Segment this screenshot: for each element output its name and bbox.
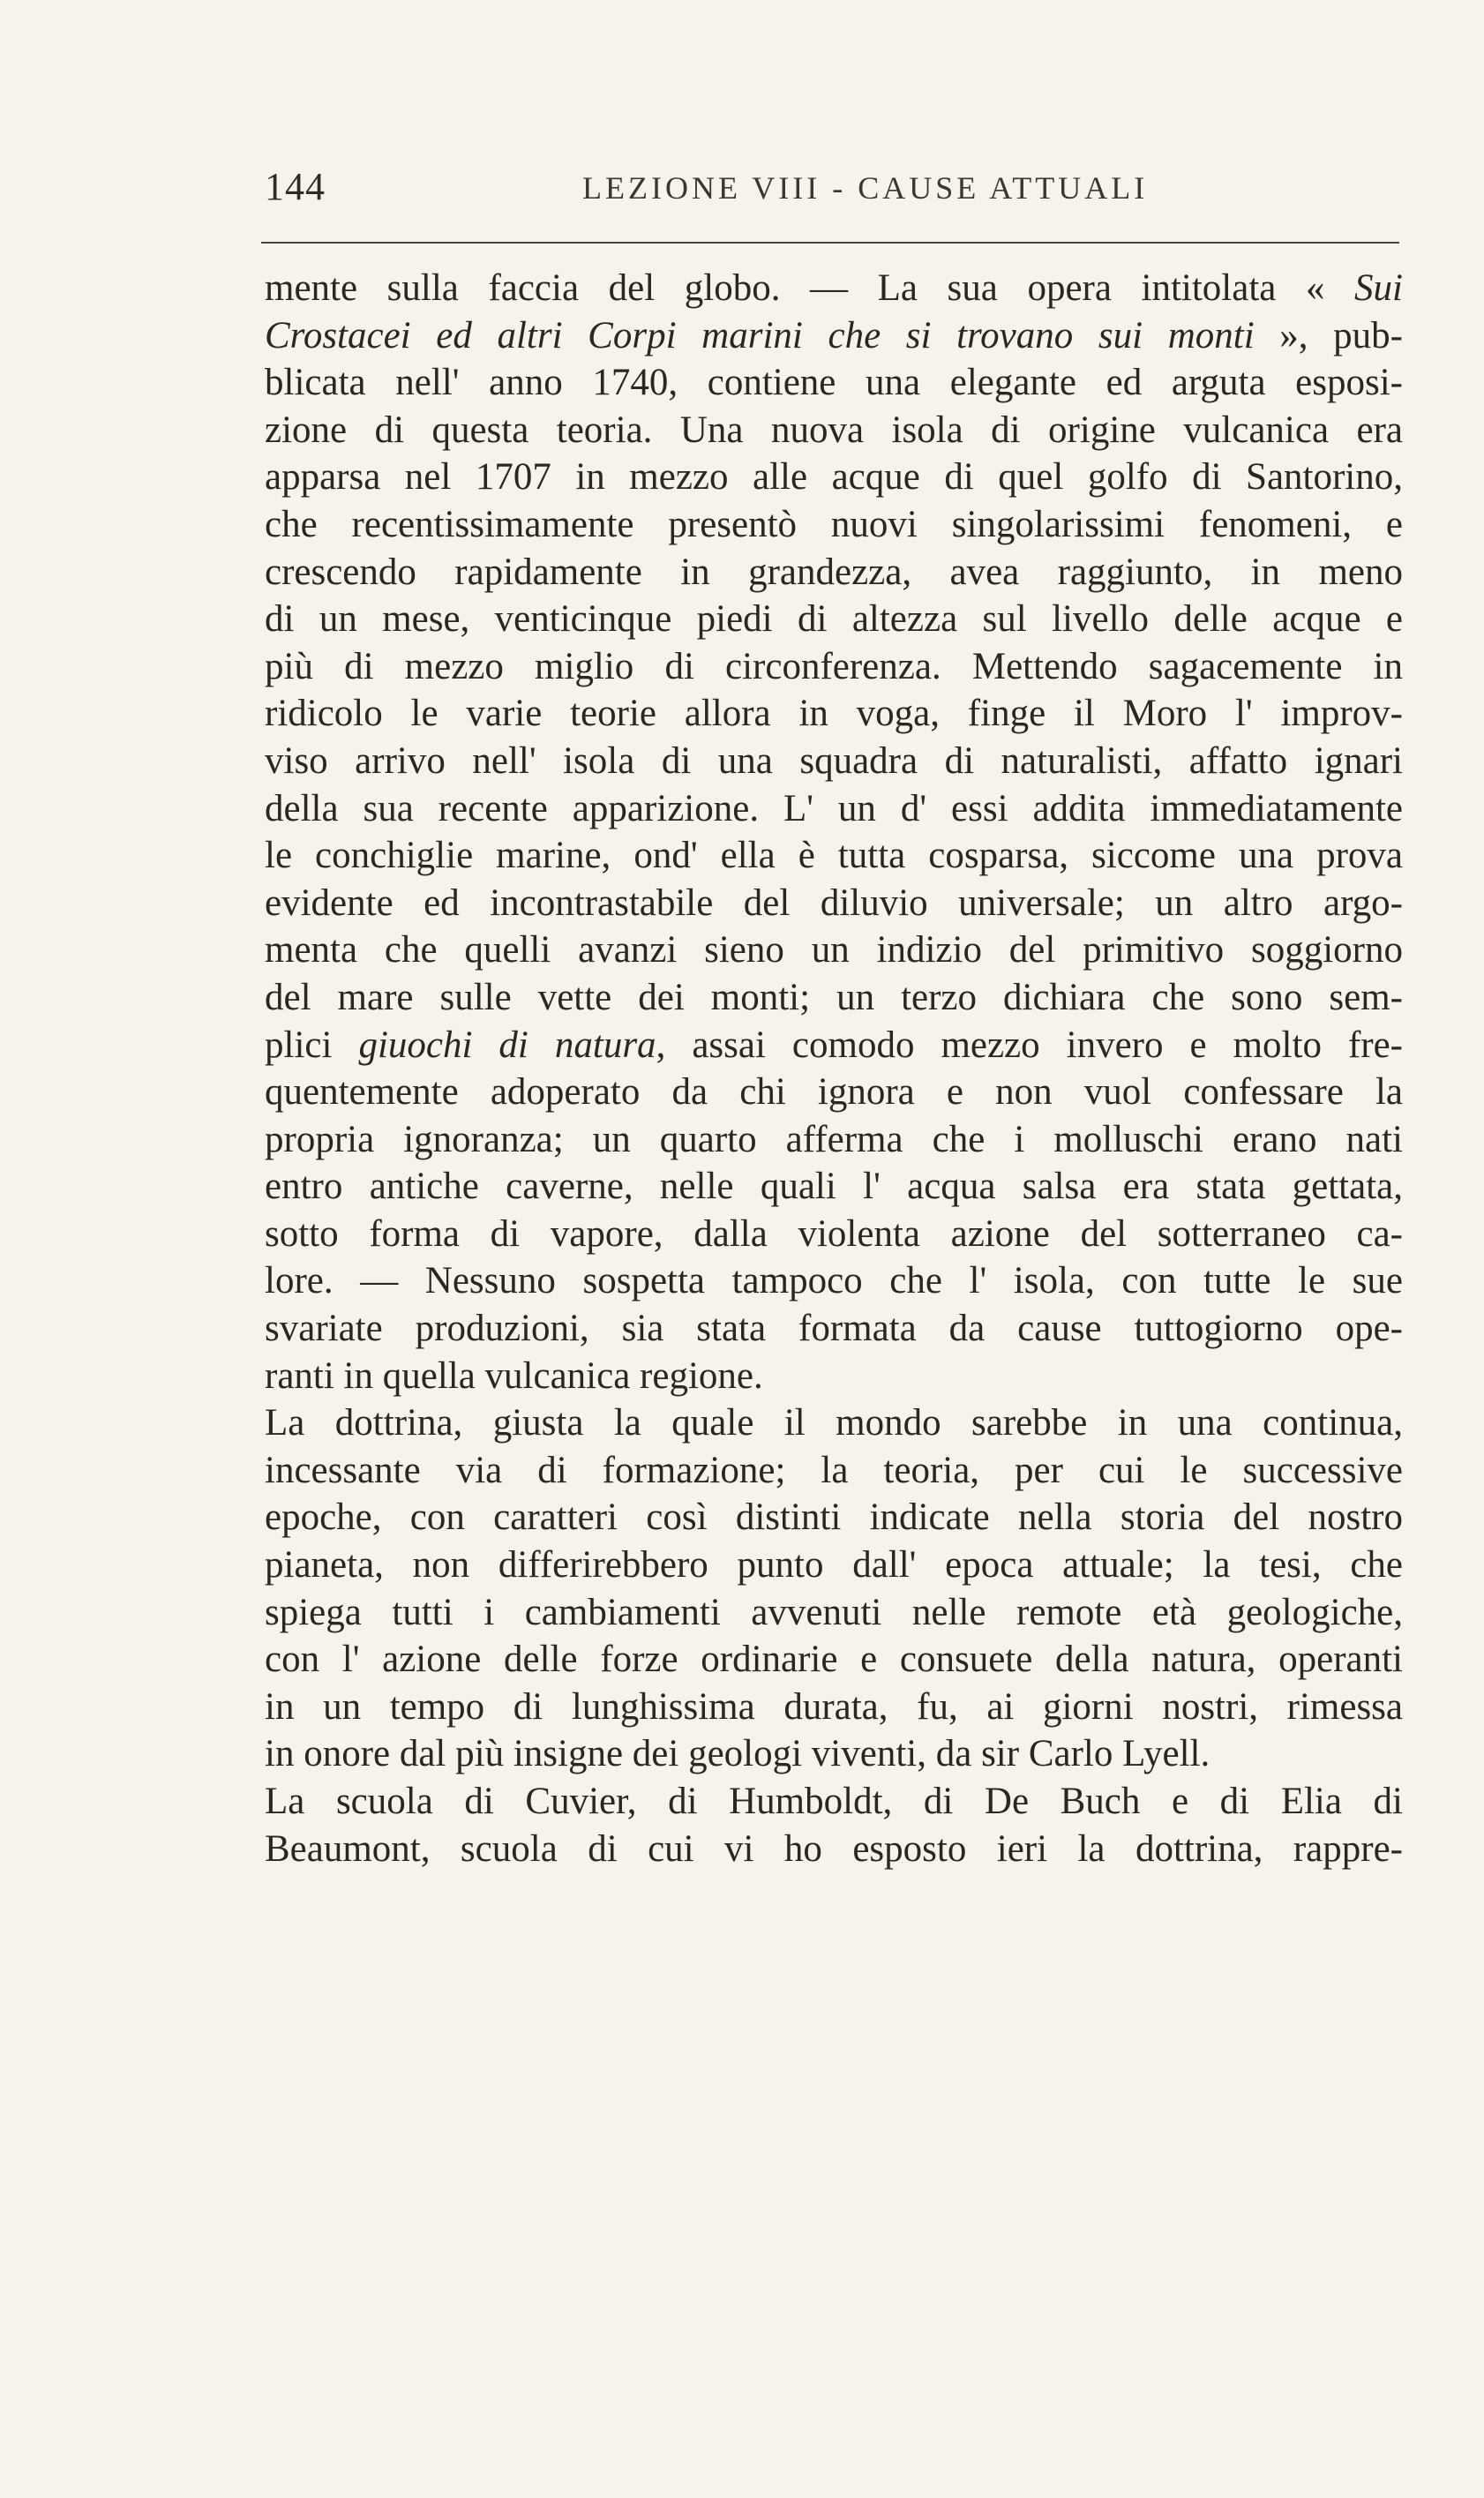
text-run: zione di questa teoria. Una nuova isola di origine vulcanica era — [265, 409, 1403, 451]
text-run: », pub- — [1254, 314, 1403, 356]
text-line — [265, 1211, 1403, 1258]
text-run: della sua recente apparizione. L' un d' essi addita immediatamente — [265, 787, 1403, 829]
text-run: evidente ed incontrastabile del diluvio universale; un altro argo- — [265, 881, 1403, 924]
body-text — [265, 265, 1403, 1872]
text-run: in onore dal più insigne dei geologi viventi, da sir Carlo Lyell. — [265, 1733, 1210, 1775]
text-line — [265, 1684, 1403, 1731]
text-run: svariate produzioni, sia stata formata da cause tuttogiorno ope- — [265, 1308, 1403, 1350]
text-line — [265, 1826, 1403, 1873]
text-run: epoche, con caratteri così distinti indicate nella storia del nostro — [265, 1497, 1403, 1539]
text-run: in un tempo di lunghissima durata, fu, ai giorni nostri, rimessa — [265, 1685, 1403, 1728]
text-line — [265, 880, 1403, 927]
text-line — [265, 738, 1403, 785]
text-line — [265, 359, 1403, 407]
text-run: sotto forma di vapore, dalla violenta azione del sotterraneo ca- — [265, 1212, 1403, 1255]
text-line — [265, 1636, 1403, 1684]
text-line — [265, 1257, 1403, 1305]
text-run: più di mezzo miglio di circonferenza. Mettendo sagacemente in — [265, 645, 1403, 687]
text-line — [265, 265, 1403, 312]
text-line — [265, 926, 1403, 974]
text-run: crescendo rapidamente in grandezza, avea raggiunto, in meno — [265, 551, 1403, 593]
text-run: Beaumont, scuola di cui vi ho esposto ieri la dottrina, rappre- — [265, 1827, 1403, 1870]
text-line — [265, 1542, 1403, 1589]
text-run: di un mese, venticinque piedi di altezza sul livello delle acque e — [265, 598, 1403, 641]
text-run: lore. — Nessuno sospetta tampoco che l' isola, con tutte le sue — [265, 1260, 1403, 1302]
text-run: spiega tutti i cambiamenti avvenuti nelle remote età geologiche, — [265, 1591, 1403, 1633]
text-line — [265, 1069, 1403, 1116]
text-line — [265, 832, 1403, 880]
italic-text: giuochi di natura — [358, 1024, 656, 1066]
italic-text: Sui — [1354, 267, 1403, 309]
text-run: con l' azione delle forze ordinarie e consuete della natura, operanti — [265, 1639, 1403, 1681]
text-run: ridicolo le varie teorie allora in voga, finge il Moro l' improv- — [265, 693, 1403, 735]
text-run: ranti in quella vulcanica regione. — [265, 1354, 763, 1397]
text-line — [265, 1022, 1403, 1069]
text-line — [265, 549, 1403, 596]
page-header — [265, 164, 1396, 217]
text-run: entro antiche caverne, nelle quali l' acqua salsa era stata gettata, — [265, 1166, 1403, 1208]
text-run: plici — [265, 1024, 359, 1066]
text-line — [265, 1116, 1403, 1164]
page-number: 144 — [265, 165, 326, 208]
text-line — [265, 312, 1403, 360]
text-run: viso arrivo nell' isola di una squadra di naturalisti, affatto ignari — [265, 739, 1403, 782]
text-run: mente sulla faccia del globo. — La sua opera intitolata « — [265, 267, 1355, 309]
italic-text: Crostacei ed altri Corpi marini che si trovano sui monti — [265, 314, 1255, 356]
text-run: , assai comodo mezzo invero e molto fre- — [656, 1024, 1403, 1066]
text-line — [265, 1778, 1403, 1826]
text-line — [265, 1730, 1403, 1778]
text-line — [265, 596, 1403, 643]
text-run: apparsa nel 1707 in mezzo alle acque di quel golfo di Santorino, — [265, 456, 1403, 499]
text-run: pianeta, non differirebbero punto dall' epoca attuale; la tesi, che — [265, 1544, 1403, 1587]
text-line — [265, 1589, 1403, 1637]
text-run: blicata nell' anno 1740, contiene una elegante ed arguta esposi- — [265, 362, 1403, 404]
text-run: che recentissimamente presentò nuovi singolarissimi fenomeni, e — [265, 503, 1403, 545]
text-line — [265, 454, 1403, 501]
text-run: incessante via di formazione; la teoria, per cui le successive — [265, 1449, 1403, 1491]
text-line — [265, 1447, 1403, 1495]
text-run: La dottrina, giusta la quale il mondo sarebbe in una continua, — [265, 1402, 1403, 1444]
text-line — [265, 407, 1403, 454]
running-title: LEZIONE VIII - CAUSE ATTUALI — [582, 170, 1149, 206]
text-run: propria ignoranza; un quarto afferma che i molluschi erano nati — [265, 1118, 1403, 1160]
text-line — [265, 1399, 1403, 1447]
text-line — [265, 785, 1403, 833]
text-line — [265, 690, 1403, 738]
text-line — [265, 1163, 1403, 1211]
text-run: del mare sulle vette dei monti; un terzo dichiara che sono sem- — [265, 976, 1403, 1018]
text-run: le conchiglie marine, ond' ella è tutta cosparsa, siccome una prova — [265, 835, 1403, 877]
text-line — [265, 1305, 1403, 1353]
text-line — [265, 1353, 1403, 1400]
text-run: menta che quelli avanzi sieno un indizio del primitivo soggiorno — [265, 929, 1403, 971]
text-run: La scuola di Cuvier, di Humboldt, di De Buch e di Elia di — [265, 1781, 1403, 1822]
text-line — [265, 501, 1403, 549]
text-line — [265, 643, 1403, 691]
header-rule — [261, 242, 1399, 244]
text-line — [265, 974, 1403, 1022]
text-line — [265, 1494, 1403, 1542]
text-run: quentemente adoperato da chi ignora e non vuol confessare la — [265, 1071, 1403, 1114]
